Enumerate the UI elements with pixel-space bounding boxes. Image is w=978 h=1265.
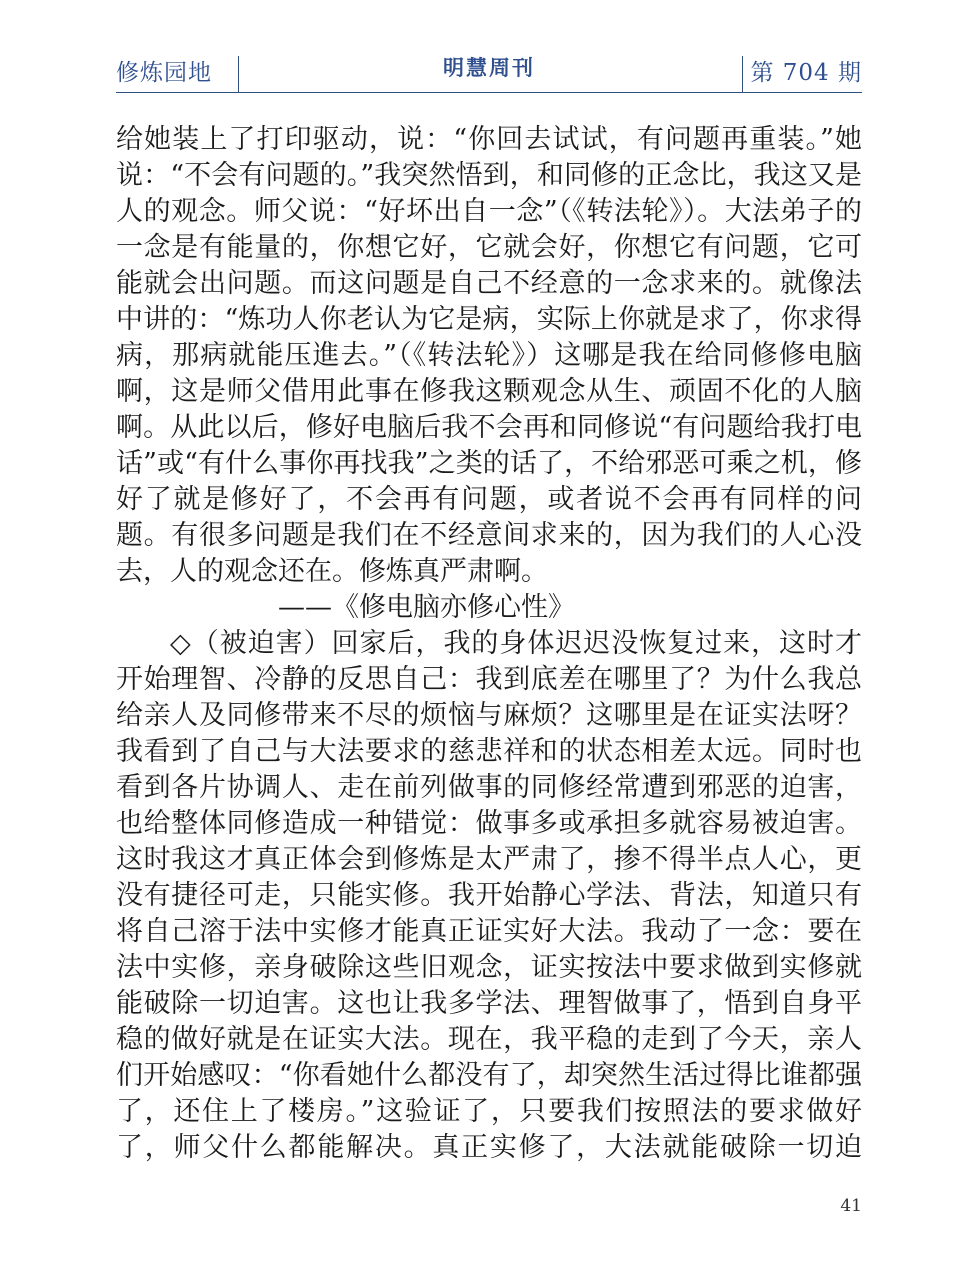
article-body	[116, 122, 862, 1166]
page-header	[116, 50, 862, 93]
section-title: 修炼园地	[116, 60, 212, 86]
citation: ——《修电脑亦修心性》	[278, 592, 575, 623]
body-paragraph-1: 给她装上了打印驱动，说：“你回去试试，有问题再重装。”她说：“不会有问题的。”我突然悟到，和同修的正念比，我这又是人的观念。师父说：“好坏出自一念”（《转法轮》）。大法弟子的一念是有能量的，你想它好，它就会好，你想它有问题，它可能就会出问题。而这问题是自己不经意的一念求来的。就像法中讲的：“炼功人你老认为它是病，实际上你就是求了，你求得病，那病就能压進去。”（《转法轮》）这哪是我在给同修修电脑啊，这是师父借用此事在修我这颗观念从生、顽固不化的人脑啊。从此以后，修好电脑后我不会再和同修说“有问题给我打电话”或“有什么事你再找我”之类的话了，不给邪恶可乘之机，修好了就是修好了，不会再有问题，或者说不会再有同样的问题。有很多问题是我们在不经意间求来的，因为我们的人心没去，人的观念还在。修炼真严肃啊。	[116, 124, 862, 587]
header-divider-right	[742, 56, 743, 92]
publication-title: 明慧周刊	[443, 56, 535, 80]
issue-number: 第 704 期	[750, 60, 862, 86]
body-paragraph-2: ◇（被迫害）回家后，我的身体迟迟没恢复过来，这时才开始理智、冷静的反思自己：我到底差在哪里了？为什么我总给亲人及同修带来不尽的烦恼与麻烦？这哪里是在证实法呀？我看到了自己与大法要求的慈悲祥和的状态相差太远。同时也看到各片协调人、走在前列做事的同修经常遭到邪恶的迫害，也给整体同修造成一种错觉：做事多或承担多就容易被迫害。这时我这才真正体会到修炼是太严肃了，掺不得半点人心，更没有捷径可走，只能实修。我开始静心学法、背法，知道只有将自己溶于法中实修才能真正证实好大法。我动了一念：要在法中实修，亲身破除这些旧观念，证实按法中要求做到实修就能破除一切迫害。这也让我多学法、理智做事了，悟到自身平稳的做好就是在证实大法。现在，我平稳的走到了今天，亲人们开始感叹：“你看她什么都没有了，却突然生活过得比谁都强了，还住上了楼房。”这验证了，只要我们按照法的要求做好了，师父什么都能解决。真正实修了，大法就能破除一切迫	[116, 628, 862, 1163]
page-number: 41	[840, 1196, 862, 1216]
